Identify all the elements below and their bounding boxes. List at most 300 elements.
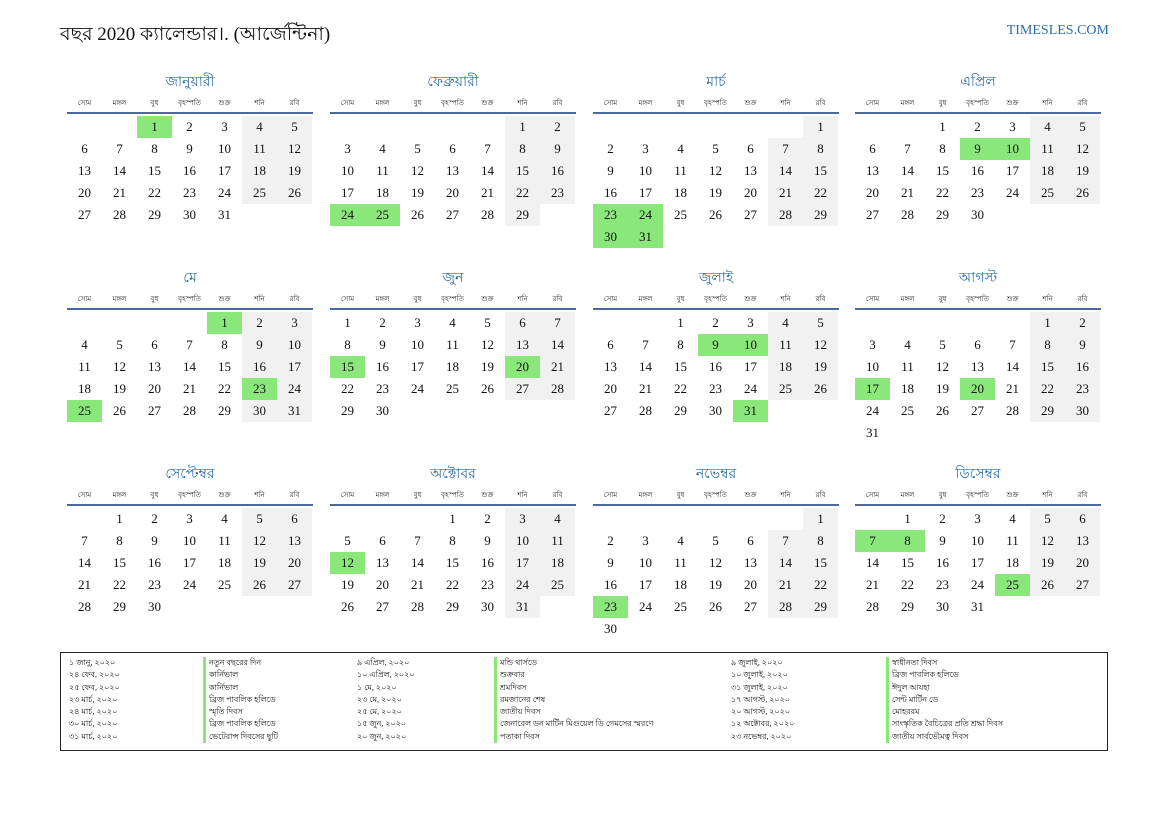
day-cell: 22 [803,182,838,204]
day-cell: 5 [277,116,312,138]
day-cell: 23 [971,185,984,200]
day-cell: 10 [971,533,984,548]
day-cell: 27 [376,599,389,614]
day-cell: 26 [481,381,494,396]
empty-cell [137,312,172,334]
holiday-day-cell: 25 [995,574,1030,596]
day-cell: 5 [712,141,719,156]
weekday-label: সোম [77,491,92,499]
day-cell: 5 [712,533,719,548]
holiday-day-cell: 12 [330,552,365,574]
month-name: অক্টোবর [430,467,476,482]
day-cell: 30 [971,207,984,222]
day-cell: 26 [1065,182,1100,204]
legend-holiday-name: ব্রিজ পাবলিক হলিডে [203,718,278,730]
day-cell: 6 [869,141,876,156]
weekday-label: মঙ্গল [900,491,915,499]
day-grid [593,116,839,248]
weekday-label: শনি [780,295,791,303]
day-cell: 2 [242,312,277,334]
weekday-label: মঙ্গল [900,99,915,107]
day-cell: 11 [901,359,914,374]
month-name: ফেব্রুয়ারী [427,75,479,90]
day-cell: 22 [936,185,949,200]
day-cell: 22 [218,381,231,396]
legend-holiday-name: রমজানের শেষ [494,694,653,706]
day-cell: 18 [218,555,231,570]
day-cell: 23 [1065,378,1100,400]
day-cell: 3 [186,511,193,526]
empty-cell [960,312,995,334]
empty-cell [733,508,768,530]
legend-holiday-name: স্বাধীনতা দিবস [886,657,1003,669]
weekday-label: রবি [289,99,300,107]
day-cell: 17 [744,359,757,374]
legend-holiday-name: শুক্রবার [494,669,653,681]
weekday-label: সোম [865,295,880,303]
legend-date: ২০ আগস্ট, ২০২০ [731,707,791,717]
day-cell: 6 [747,141,754,156]
day-cell: 15 [1030,356,1065,378]
day-cell: 13 [604,359,617,374]
weekday-label: বুধ [413,99,422,107]
legend-holiday-name: কার্নিভাল [203,682,278,694]
day-cell: 14 [540,334,575,356]
day-cell: 18 [674,577,687,592]
day-cell: 29 [218,403,231,418]
day-cell: 6 [449,141,456,156]
weekday-label: রবি [289,295,300,303]
day-cell: 9 [939,533,946,548]
month-name: মে [183,271,197,286]
legend-date: ২৩ নভেম্বর, ২০২০ [731,731,792,741]
day-cell: 27 [1065,574,1100,596]
day-cell: 15 [148,163,161,178]
day-cell: 13 [505,334,540,356]
day-cell: 11 [674,555,687,570]
day-cell: 26 [242,574,277,596]
weekday-label: শনি [1042,491,1053,499]
legend-holiday-name: স্মৃতি দিবস [203,706,278,718]
empty-cell [628,116,663,138]
day-cell: 17 [218,163,231,178]
legend-date: ২৩ মার্চ, ২০২০ [69,694,118,704]
weekday-label: শুক্র [744,99,757,107]
day-cell: 25 [901,403,914,418]
day-cell: 13 [446,163,459,178]
holiday-day-cell: 23 [593,596,628,618]
day-cell: 19 [709,185,722,200]
weekday-header [593,488,839,506]
day-cell: 28 [540,378,575,400]
day-cell: 8 [803,530,838,552]
day-cell: 9 [484,533,491,548]
weekday-label: মঙ্গল [638,491,653,499]
weekday-label: বৃহস্পতি [966,491,989,499]
day-cell: 4 [379,141,386,156]
day-cell: 26 [709,207,722,222]
day-cell: 30 [183,207,196,222]
day-cell: 17 [277,356,312,378]
month-name: নভেম্বর [695,467,737,482]
day-cell: 14 [411,555,424,570]
day-cell: 8 [344,337,351,352]
day-cell: 25 [446,381,459,396]
day-cell: 5 [1065,116,1100,138]
day-cell: 25 [674,599,687,614]
empty-cell [365,508,400,530]
day-cell: 16 [604,185,617,200]
day-cell: 18 [901,381,914,396]
day-cell: 16 [242,356,277,378]
day-cell: 22 [341,381,354,396]
legend-holiday-name: মোহররম [886,706,1003,718]
day-cell: 22 [1030,378,1065,400]
holiday-day-cell: 10 [995,138,1030,160]
weekday-label: মঙ্গল [638,99,653,107]
day-cell: 20 [78,185,91,200]
day-cell: 4 [540,508,575,530]
month-calendar [330,72,576,226]
day-cell: 19 [481,359,494,374]
day-cell: 11 [540,530,575,552]
weekday-label: সোম [865,99,880,107]
day-grid [330,508,576,618]
day-cell: 18 [1006,555,1019,570]
day-cell: 5 [414,141,421,156]
day-cell: 4 [221,511,228,526]
day-grid [330,116,576,226]
day-cell: 10 [505,530,540,552]
day-cell: 12 [277,138,312,160]
holiday-day-cell: 8 [890,530,925,552]
weekday-header [855,292,1101,310]
day-cell: 6 [277,508,312,530]
day-cell: 27 [971,403,984,418]
weekday-label: বৃহস্পতি [966,295,989,303]
day-cell: 12 [1030,530,1065,552]
empty-cell [435,116,470,138]
day-cell: 19 [411,185,424,200]
day-cell: 19 [277,160,312,182]
weekday-label: শনি [254,99,265,107]
holiday-day-cell: 17 [855,378,890,400]
day-cell: 22 [113,577,126,592]
day-cell: 4 [1030,116,1065,138]
day-cell: 16 [971,163,984,178]
day-cell: 22 [674,381,687,396]
day-cell: 23 [709,381,722,396]
empty-cell [698,116,733,138]
day-cell: 14 [113,163,126,178]
day-cell: 7 [768,138,803,160]
legend-holiday-name: জেনারেল ডন মার্টিন মিগুয়েল ডি গেমসের স্মরণে [494,718,653,730]
weekday-label: বৃহস্পতি [704,295,727,303]
day-cell: 21 [639,381,652,396]
legend-holiday-name: ব্রিজ পাবলিক হলিডে [203,694,278,706]
weekday-label: সোম [603,295,618,303]
day-cell: 19 [242,552,277,574]
day-cell: 1 [505,116,540,138]
day-cell: 11 [1006,533,1019,548]
day-cell: 30 [376,403,389,418]
day-cell: 27 [866,207,879,222]
day-cell: 27 [744,207,757,222]
weekday-label: রবি [815,491,826,499]
empty-cell [330,508,365,530]
day-cell: 1 [1030,312,1065,334]
empty-cell [733,116,768,138]
day-cell: 9 [540,138,575,160]
day-cell: 27 [148,403,161,418]
day-cell: 4 [677,533,684,548]
weekday-label: শুক্র [218,491,231,499]
day-cell: 8 [151,141,158,156]
weekday-label: বৃহস্পতি [966,99,989,107]
weekday-label: মঙ্গল [112,295,127,303]
day-cell: 1 [449,511,456,526]
day-cell: 7 [768,530,803,552]
weekday-label: মঙ্গল [900,295,915,303]
day-cell: 24 [183,577,196,592]
empty-cell [855,508,890,530]
day-cell: 9 [151,533,158,548]
weekday-label: বৃহস্পতি [704,99,727,107]
legend-holiday-name: ঈদুল আযহা [886,682,1003,694]
day-cell: 21 [768,574,803,596]
day-cell: 24 [971,577,984,592]
weekday-label: শুক্র [481,295,494,303]
legend-date: ১০ এপ্রিল, ২০২০ [357,670,415,680]
day-cell: 12 [113,359,126,374]
day-cell: 2 [607,533,614,548]
day-cell: 28 [411,599,424,614]
empty-cell [855,116,890,138]
day-cell: 25 [242,182,277,204]
day-cell: 15 [505,160,540,182]
day-grid [67,508,313,618]
day-cell: 3 [642,141,649,156]
day-cell: 5 [484,315,491,330]
day-cell: 17 [183,555,196,570]
legend-holiday-name: সাংস্কৃতিক বৈচিত্রের প্রতি শ্রদ্ধা দিবস [886,718,1003,730]
day-cell: 12 [709,163,722,178]
weekday-label: রবি [289,491,300,499]
day-cell: 2 [540,116,575,138]
day-cell: 5 [344,533,351,548]
day-cell: 12 [803,334,838,356]
weekday-label: শুক্র [1006,99,1019,107]
site-link[interactable]: TIMESLES.COM [1006,23,1109,38]
legend-date: ২৩ মে, ২০২০ [357,694,402,704]
day-cell: 13 [148,359,161,374]
day-cell: 16 [540,160,575,182]
day-grid [593,508,839,640]
month-name: মার্চ [706,75,726,90]
weekday-label: শনি [780,491,791,499]
day-cell: 26 [411,207,424,222]
day-cell: 9 [186,141,193,156]
day-cell: 4 [81,337,88,352]
day-cell: 8 [939,141,946,156]
weekday-label: বুধ [150,99,159,107]
weekday-label: মঙ্গল [375,99,390,107]
empty-cell [172,312,207,334]
day-cell: 15 [218,359,231,374]
day-cell: 13 [866,163,879,178]
day-cell: 22 [901,577,914,592]
day-cell: 3 [221,119,228,134]
empty-cell [67,312,102,334]
day-cell: 30 [709,403,722,418]
empty-cell [925,312,960,334]
weekday-label: বুধ [676,295,685,303]
empty-cell [400,116,435,138]
day-cell: 27 [604,403,617,418]
legend-holiday-name: ভেটেরান্স দিবসের ছুটি [203,731,278,743]
weekday-header [67,96,313,114]
day-cell: 22 [505,182,540,204]
day-cell: 12 [411,163,424,178]
day-cell: 11 [218,533,231,548]
empty-cell [365,116,400,138]
weekday-label: সোম [77,99,92,107]
day-cell: 28 [78,599,91,614]
day-cell: 9 [607,163,614,178]
day-cell: 8 [116,533,123,548]
day-cell: 4 [677,141,684,156]
day-cell: 23 [148,577,161,592]
day-cell: 19 [936,381,949,396]
weekday-label: মঙ্গল [112,99,127,107]
day-cell: 13 [744,163,757,178]
day-cell: 1 [803,116,838,138]
weekday-label: সোম [603,99,618,107]
day-cell: 28 [1006,403,1019,418]
day-cell: 15 [803,160,838,182]
day-cell: 3 [277,312,312,334]
weekday-label: সোম [340,99,355,107]
holiday-day-cell: 1 [137,116,172,138]
day-cell: 24 [277,378,312,400]
day-cell: 6 [81,141,88,156]
legend-date: ২৪ মার্চ, ২০২০ [69,707,118,717]
day-cell: 29 [803,204,838,226]
day-cell: 5 [803,312,838,334]
weekday-label: মঙ্গল [375,295,390,303]
month-calendar [67,268,313,422]
weekday-label: সোম [865,491,880,499]
day-cell: 19 [709,577,722,592]
day-cell: 14 [78,555,91,570]
day-cell: 23 [540,182,575,204]
day-cell: 2 [379,315,386,330]
day-cell: 4 [904,337,911,352]
day-cell: 24 [411,381,424,396]
day-cell: 22 [446,577,459,592]
day-cell: 16 [183,163,196,178]
weekday-label: বৃহস্পতি [178,491,201,499]
month-calendar [855,72,1101,226]
empty-cell [855,312,890,334]
day-cell: 3 [747,315,754,330]
weekday-label: শুক্র [1006,295,1019,303]
day-cell: 16 [376,359,389,374]
month-name: ডিসেম্বর [955,467,1001,482]
weekday-label: সোম [340,295,355,303]
day-cell: 10 [341,163,354,178]
weekday-label: শুক্র [481,99,494,107]
day-cell: 8 [449,533,456,548]
day-cell: 5 [939,337,946,352]
day-cell: 31 [971,599,984,614]
legend-holiday-name: জাতীয় দিবস [494,706,653,718]
day-cell: 29 [341,403,354,418]
weekday-label: রবি [815,295,826,303]
day-cell: 7 [186,337,193,352]
day-grid [855,116,1101,226]
holiday-day-cell: 24 [628,204,663,226]
weekday-header [593,292,839,310]
day-grid [67,312,313,422]
day-cell: 15 [803,552,838,574]
day-cell: 18 [78,381,91,396]
day-cell: 25 [218,577,231,592]
day-cell: 1 [803,508,838,530]
day-cell: 15 [674,359,687,374]
legend-date: ১৫ জুন, ২০২০ [357,719,407,729]
day-cell: 4 [1009,511,1016,526]
month-calendar [593,268,839,422]
legend-date: ৯ জুলাই, ২০২০ [731,658,783,667]
weekday-label: মঙ্গল [638,295,653,303]
empty-cell [768,116,803,138]
day-cell: 26 [1030,574,1065,596]
day-cell: 29 [803,596,838,618]
day-cell: 29 [113,599,126,614]
day-cell: 28 [183,403,196,418]
day-cell: 6 [974,337,981,352]
day-cell: 6 [607,337,614,352]
legend-date: ৩০ মার্চ, ২০২০ [69,719,118,729]
weekday-label: রবি [1077,295,1088,303]
weekday-label: বুধ [676,491,685,499]
day-cell: 8 [1030,334,1065,356]
day-cell: 30 [604,621,617,636]
holiday-day-cell: 23 [242,378,277,400]
day-cell: 15 [446,555,459,570]
weekday-label: বুধ [938,99,947,107]
day-cell: 12 [1065,138,1100,160]
day-cell: 3 [344,141,351,156]
day-cell: 20 [1065,552,1100,574]
day-cell: 28 [768,204,803,226]
day-cell: 1 [939,119,946,134]
month-calendar [67,72,313,226]
weekday-header [855,488,1101,506]
day-cell: 9 [242,334,277,356]
day-cell: 24 [866,403,879,418]
month-calendar [330,464,576,618]
legend-holiday-name: ব্রিজ পাবলিক হলিডে [886,669,1003,681]
day-cell: 12 [936,359,949,374]
day-cell: 27 [744,599,757,614]
holiday-legend [60,652,1108,751]
day-cell: 12 [242,530,277,552]
day-cell: 21 [768,182,803,204]
day-cell: 17 [341,185,354,200]
day-cell: 27 [505,378,540,400]
